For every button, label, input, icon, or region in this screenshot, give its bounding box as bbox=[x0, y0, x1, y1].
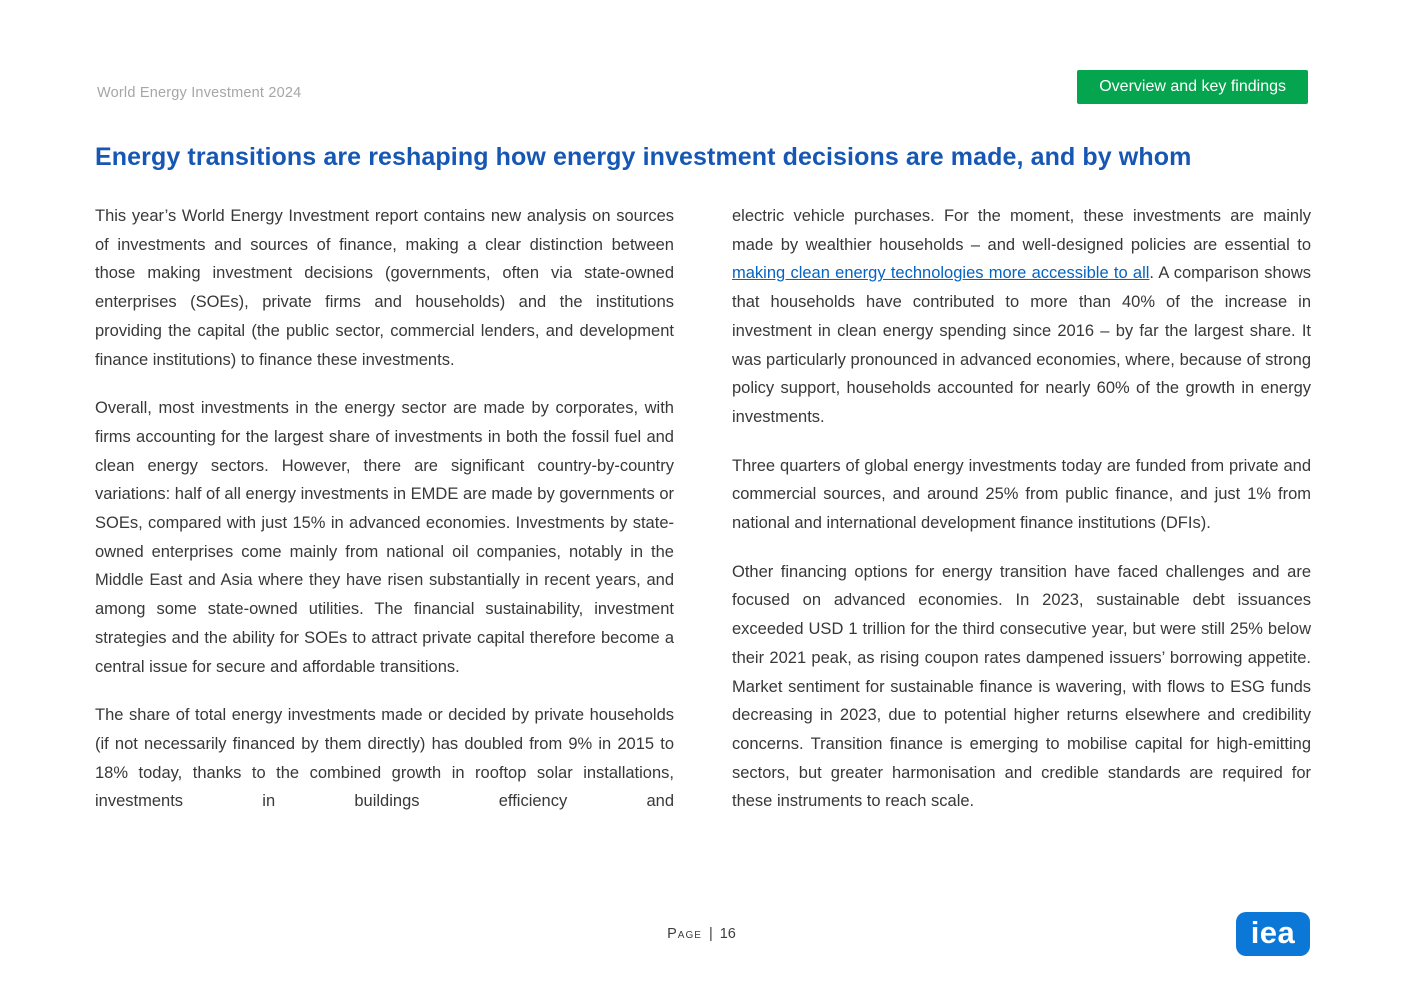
page-title: Energy transitions are reshaping how energy investment decisions are made, and by whom bbox=[95, 143, 1192, 171]
page-label: Page bbox=[667, 926, 702, 942]
paragraph-sources-of-finance: This year’s World Energy Investment report contains new analysis on sources of investments and sources of finance, making a clear distinction between those making investment decisions (governments, often via state-owned enterprises (SOEs), private firms and households) and the institutions providing the capital (the public sector, commercial lenders, and development finance institutions) to finance these investments. bbox=[95, 207, 674, 369]
right-column bbox=[732, 202, 1311, 836]
footer-divider: | bbox=[708, 926, 713, 942]
paragraph-text-before-link: electric vehicle purchases. For the moment, these investments are mainly made by wealthier households – and well-designed policies are essential to bbox=[732, 207, 1311, 254]
paragraph-corporate-investments: Overall, most investments in the energy sector are made by corporates, with firms accounting for the largest share of investments in both the fossil fuel and clean energy sectors. However, there are significant country-by-country variations: half of all energy investments in EMDE are made by governments or SOEs, compared with just 15% in advanced economies. Investments by state-owned enterprises come mainly from national oil companies, notably in the Middle East and Asia where they have risen substantially in recent years, and among some state-owned utilities. The financial sustainability, investment strategies and the ability for SOEs to attract private capital therefore become a central issue for secure and affordable transitions. bbox=[95, 399, 674, 676]
paragraph-household-share-continued bbox=[732, 202, 1311, 432]
paragraph-financing-options: Other financing options for energy transition have faced challenges and are focused on advanced economies. In 2023, sustainable debt issuances exceeded USD 1 trillion for the third consecutive year, but were still 25% below their 2021 peak, as rising coupon rates dampened issuers’ borrowing appetite. Market sentiment for sustainable finance is wavering, with flows to ESG funds decreasing in 2023, due to potential higher returns elsewhere and credibility concerns. Transition finance is emerging to mobilise capital for high-emitting sectors, but greater harmonisation and credible standards are required for these instruments to reach scale. bbox=[732, 562, 1311, 811]
left-column bbox=[95, 202, 674, 836]
body-columns bbox=[95, 202, 1311, 836]
page-footer bbox=[0, 926, 1403, 942]
iea-logo: iea bbox=[1236, 912, 1310, 956]
paragraph-funding-sources: Three quarters of global energy investments today are funded from private and commercial sources, and around 25% from public finance, and just 1% from national and international development finance institutions (DFIs). bbox=[732, 456, 1311, 533]
paragraph-household-share: The share of total energy investments made or decided by private households (if not necessarily financed by them directly) has doubled from 9% in 2015 to 18% today, thanks to the combined growth in rooftop solar installations, investments in buildings efficiency and bbox=[95, 706, 674, 811]
page-number: 16 bbox=[719, 926, 736, 942]
clean-energy-accessibility-link[interactable]: making clean energy technologies more accessible to all bbox=[732, 264, 1150, 283]
report-title: World Energy Investment 2024 bbox=[97, 85, 302, 101]
paragraph-text-after-link: . A comparison shows that households have contributed to more than 40% of the increase in investment in clean energy spending since 2016 – by far the largest share. It was particularly pronounced in advanced economies, where, because of strong policy support, households accounted for nearly 60% of the growth in energy investments. bbox=[732, 264, 1312, 426]
section-badge[interactable]: Overview and key findings bbox=[1077, 70, 1308, 104]
